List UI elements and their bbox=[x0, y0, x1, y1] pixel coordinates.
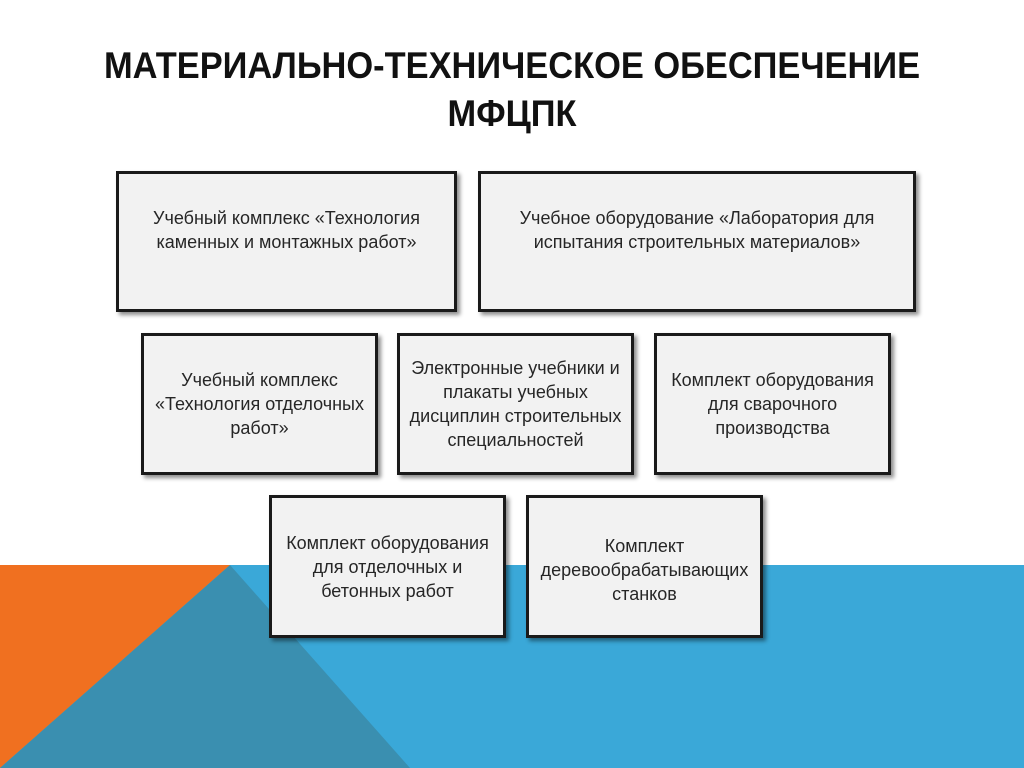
box-finishing-works-text: Учебный комплекс «Технология отделочных работ» bbox=[154, 370, 364, 438]
box-finishing-works bbox=[141, 333, 378, 475]
box-finishing-concrete bbox=[269, 495, 506, 638]
page-title: МАТЕРИАЛЬНО-ТЕХНИЧЕСКОЕ ОБЕСПЕЧЕНИЕ МФЦПК bbox=[103, 45, 921, 134]
box-welding bbox=[654, 333, 891, 475]
box-lab-equipment bbox=[478, 171, 916, 312]
box-woodworking-text: Комплект деревообрабатывающих станков bbox=[540, 536, 749, 604]
box-stone-works-text: Учебный комплекс «Технология каменных и монтажных работ» bbox=[153, 208, 420, 252]
box-e-textbooks bbox=[397, 333, 634, 475]
box-finishing-concrete-text: Комплект оборудования для отделочных и бетонных работ bbox=[286, 532, 489, 601]
box-e-textbooks-text: Электронные учебники и плакаты учебных дисциплин строительных специальностей bbox=[409, 358, 622, 450]
box-welding-text: Комплект оборудования для сварочного производства bbox=[671, 370, 874, 438]
box-lab-equipment-text: Учебное оборудование «Лаборатория для испытания строительных материалов» bbox=[519, 208, 875, 252]
box-stone-works bbox=[116, 171, 457, 312]
box-woodworking bbox=[526, 495, 763, 638]
